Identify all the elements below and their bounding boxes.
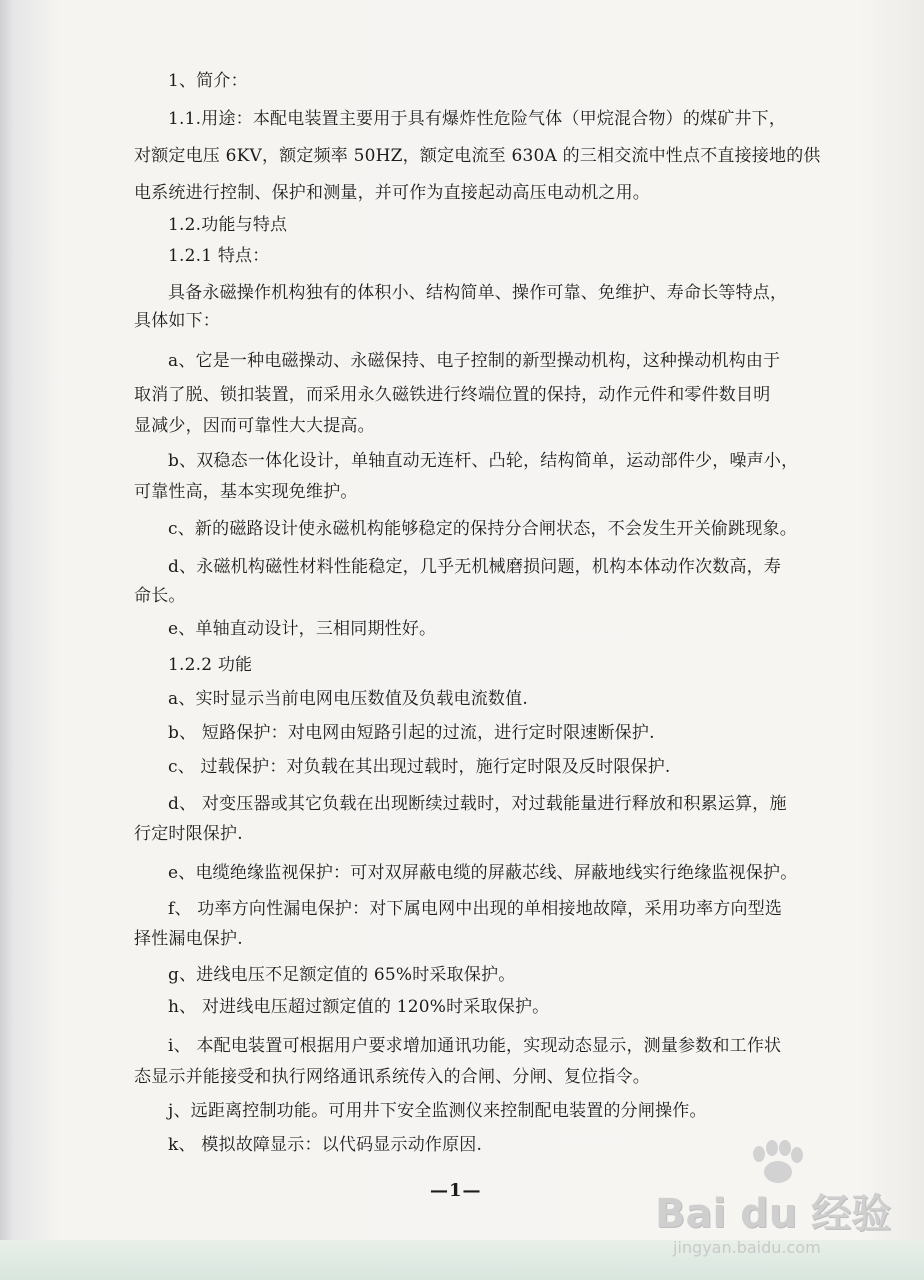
paragraph-line: 命长。 [134,586,186,606]
paragraph-line: a、实时显示当前电网电压数值及负载电流数值. [168,689,528,709]
paragraph-line: d、永磁机构磁性材料性能稳定，几乎无机械磨损问题，机构本体动作次数高，寿 [168,557,782,577]
paragraph-line: 可靠性高，基本实现免维护。 [134,482,358,502]
paragraph-line: g、进线电压不足额定值的 65%时采取保护。 [168,965,516,985]
paragraph-line: 行定时限保护. [134,824,243,844]
paragraph-line: j、远距离控制功能。可用井下安全监测仪来控制配电装置的分闸操作。 [168,1101,707,1121]
paragraph-line: b、双稳态一体化设计，单轴直动无连杆、凸轮，结构简单，运动部件少，噪声小， [168,451,799,471]
paragraph-line: 具体如下： [134,311,220,331]
baidu-jingyan-watermark [655,1140,915,1270]
paragraph-line: 电系统进行控制、保护和测量，并可作为直接起动高压电动机之用。 [134,183,650,203]
paragraph-line: 显减少，因而可靠性大大提高。 [134,416,375,436]
subsection-heading: 1.2.功能与特点 [168,215,288,235]
paragraph-line: 取消了脱、锁扣装置，而采用永久磁铁进行终端位置的保持，动作元件和零件数目明 [134,385,771,405]
paragraph-line: k、 模拟故障显示：以代码显示动作原因. [168,1135,483,1155]
paragraph-line: i、 本配电装置可根据用户要求增加通讯功能，实现动态显示，测量参数和工作状 [168,1036,782,1056]
paragraph-line: 择性漏电保护. [134,929,243,949]
subsection-heading: 1.2.2 功能 [168,655,253,675]
page-number: —1— [430,1180,482,1201]
paragraph-line: c、 过载保护：对负载在其出现过载时，施行定时限及反时限保护. [168,757,671,777]
watermark-url: jingyan.baidu.com [673,1238,821,1257]
paragraph-line: 对额定电压 6KV，额定频率 50HZ，额定电流至 630A 的三相交流中性点不直接接地的供 [134,146,821,166]
watermark-brand: Bai du 经验 [655,1191,892,1237]
paragraph-line: 态显示并能接受和执行网络通讯系统传入的合闸、分闸、复位指令。 [134,1067,650,1087]
paragraph-line: f、 功率方向性漏电保护：对下属电网中出现的单相接地故障，采用功率方向型选 [168,899,783,919]
paragraph-line: 具备永磁操作机构独有的体积小、结构简单、操作可靠、免维护、寿命长等特点， [168,283,788,303]
paragraph-line: 1.1.用途：本配电装置主要用于具有爆炸性危险气体（甲烷混合物）的煤矿井下， [168,109,787,129]
paragraph-line: e、电缆绝缘监视保护：可对双屏蔽电缆的屏蔽芯线、屏蔽地线实行绝缘监视保护。 [168,863,798,883]
paragraph-line: d、 对变压器或其它负载在出现断续过载时，对过载能量进行释放和积累运算，施 [168,794,787,814]
paragraph-line: a、它是一种电磁操动、永磁保持、电子控制的新型操动机构，这种操动机构由于 [168,351,781,371]
paragraph-line: b、 短路保护：对电网由短路引起的过流，进行定时限速断保护. [168,723,655,743]
paragraph-line: h、 对进线电压超过额定值的 120%时采取保护。 [168,997,550,1017]
subsection-heading: 1.2.1 特点： [168,246,270,266]
paragraph-line: e、单轴直动设计，三相同期性好。 [168,619,437,639]
paw-icon [747,1140,807,1184]
paragraph-line: c、新的磁路设计使永磁机构能够稳定的保持分合闸状态，不会发生开关偷跳现象。 [168,519,797,539]
section-heading: 1、简介： [168,71,248,91]
